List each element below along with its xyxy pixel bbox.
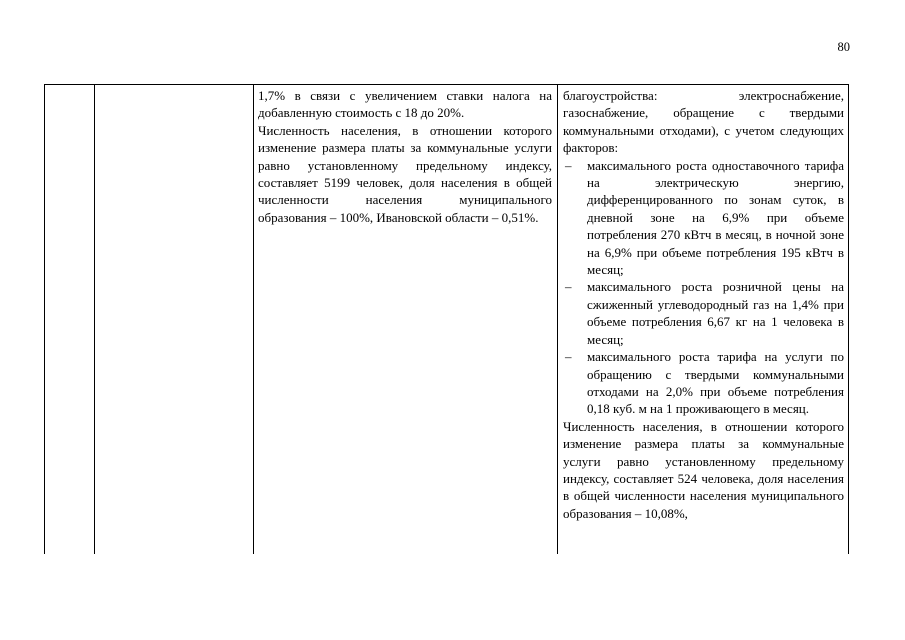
table-divider-2 — [253, 84, 254, 554]
table-divider-1 — [94, 84, 95, 554]
col3-paragraph-1: 1,7% в связи с увеличением ставки налога на добавленную стоимость с 18 до 20%. — [258, 88, 552, 121]
factors-list — [563, 157, 844, 418]
factor-text: максимального роста тарифа на услуги по обращению с твердыми коммунальными отходами на 2,0% при объеме потребления 0,18 куб. м на 1 проживающего в месяц. — [587, 349, 844, 417]
document-table — [44, 84, 849, 554]
factor-text: максимального роста одноставочного тарифа на электрическую энергию, дифференцированного по зонам суток, в дневной зоне на 6,9% при объеме потребления 270 кВтч в месяц, в ночной зоне на 6,9% при объеме потребления 195 кВтч в месяц; — [587, 157, 844, 278]
factor-item-waste — [563, 348, 844, 418]
dash-bullet: – — [565, 157, 572, 173]
table-cell-col4 — [563, 87, 844, 522]
dash-bullet: – — [565, 349, 572, 365]
factor-text: максимального роста розничной цены на сжиженный углеводородный газ на 1,4% при объеме потребления 6,67 кг на 1 человека в месяц; — [587, 279, 844, 347]
table-cell-col3 — [258, 87, 552, 226]
page-number: 80 — [837, 40, 850, 54]
dash-bullet: – — [565, 279, 572, 295]
col4-intro: благоустройства: электроснабжение, газоснабжение, обращение с твердыми коммунальными отходами), с учетом следующих факторов: — [563, 88, 844, 156]
factor-item-electricity — [563, 157, 844, 279]
table-border-left — [44, 84, 45, 554]
col4-outro: Численность населения, в отношении которого изменение размера платы за коммунальные услуги равно установленному предельному индексу, составляет 524 человека, доля населения в общей численности населения муниципального образования – 10,08%, — [563, 418, 844, 521]
table-border-right — [848, 84, 849, 554]
table-top-border — [44, 84, 849, 85]
factor-item-gas — [563, 278, 844, 348]
col3-paragraph-2: Численность населения, в отношении которого изменение размера платы за коммунальные услуги равно установленному предельному индексу, составляет 5199 человек, доля населения в общей численности населения муниципального образования – 100%, Ивановской области – 0,51%. — [258, 122, 552, 225]
table-divider-3 — [557, 84, 558, 554]
